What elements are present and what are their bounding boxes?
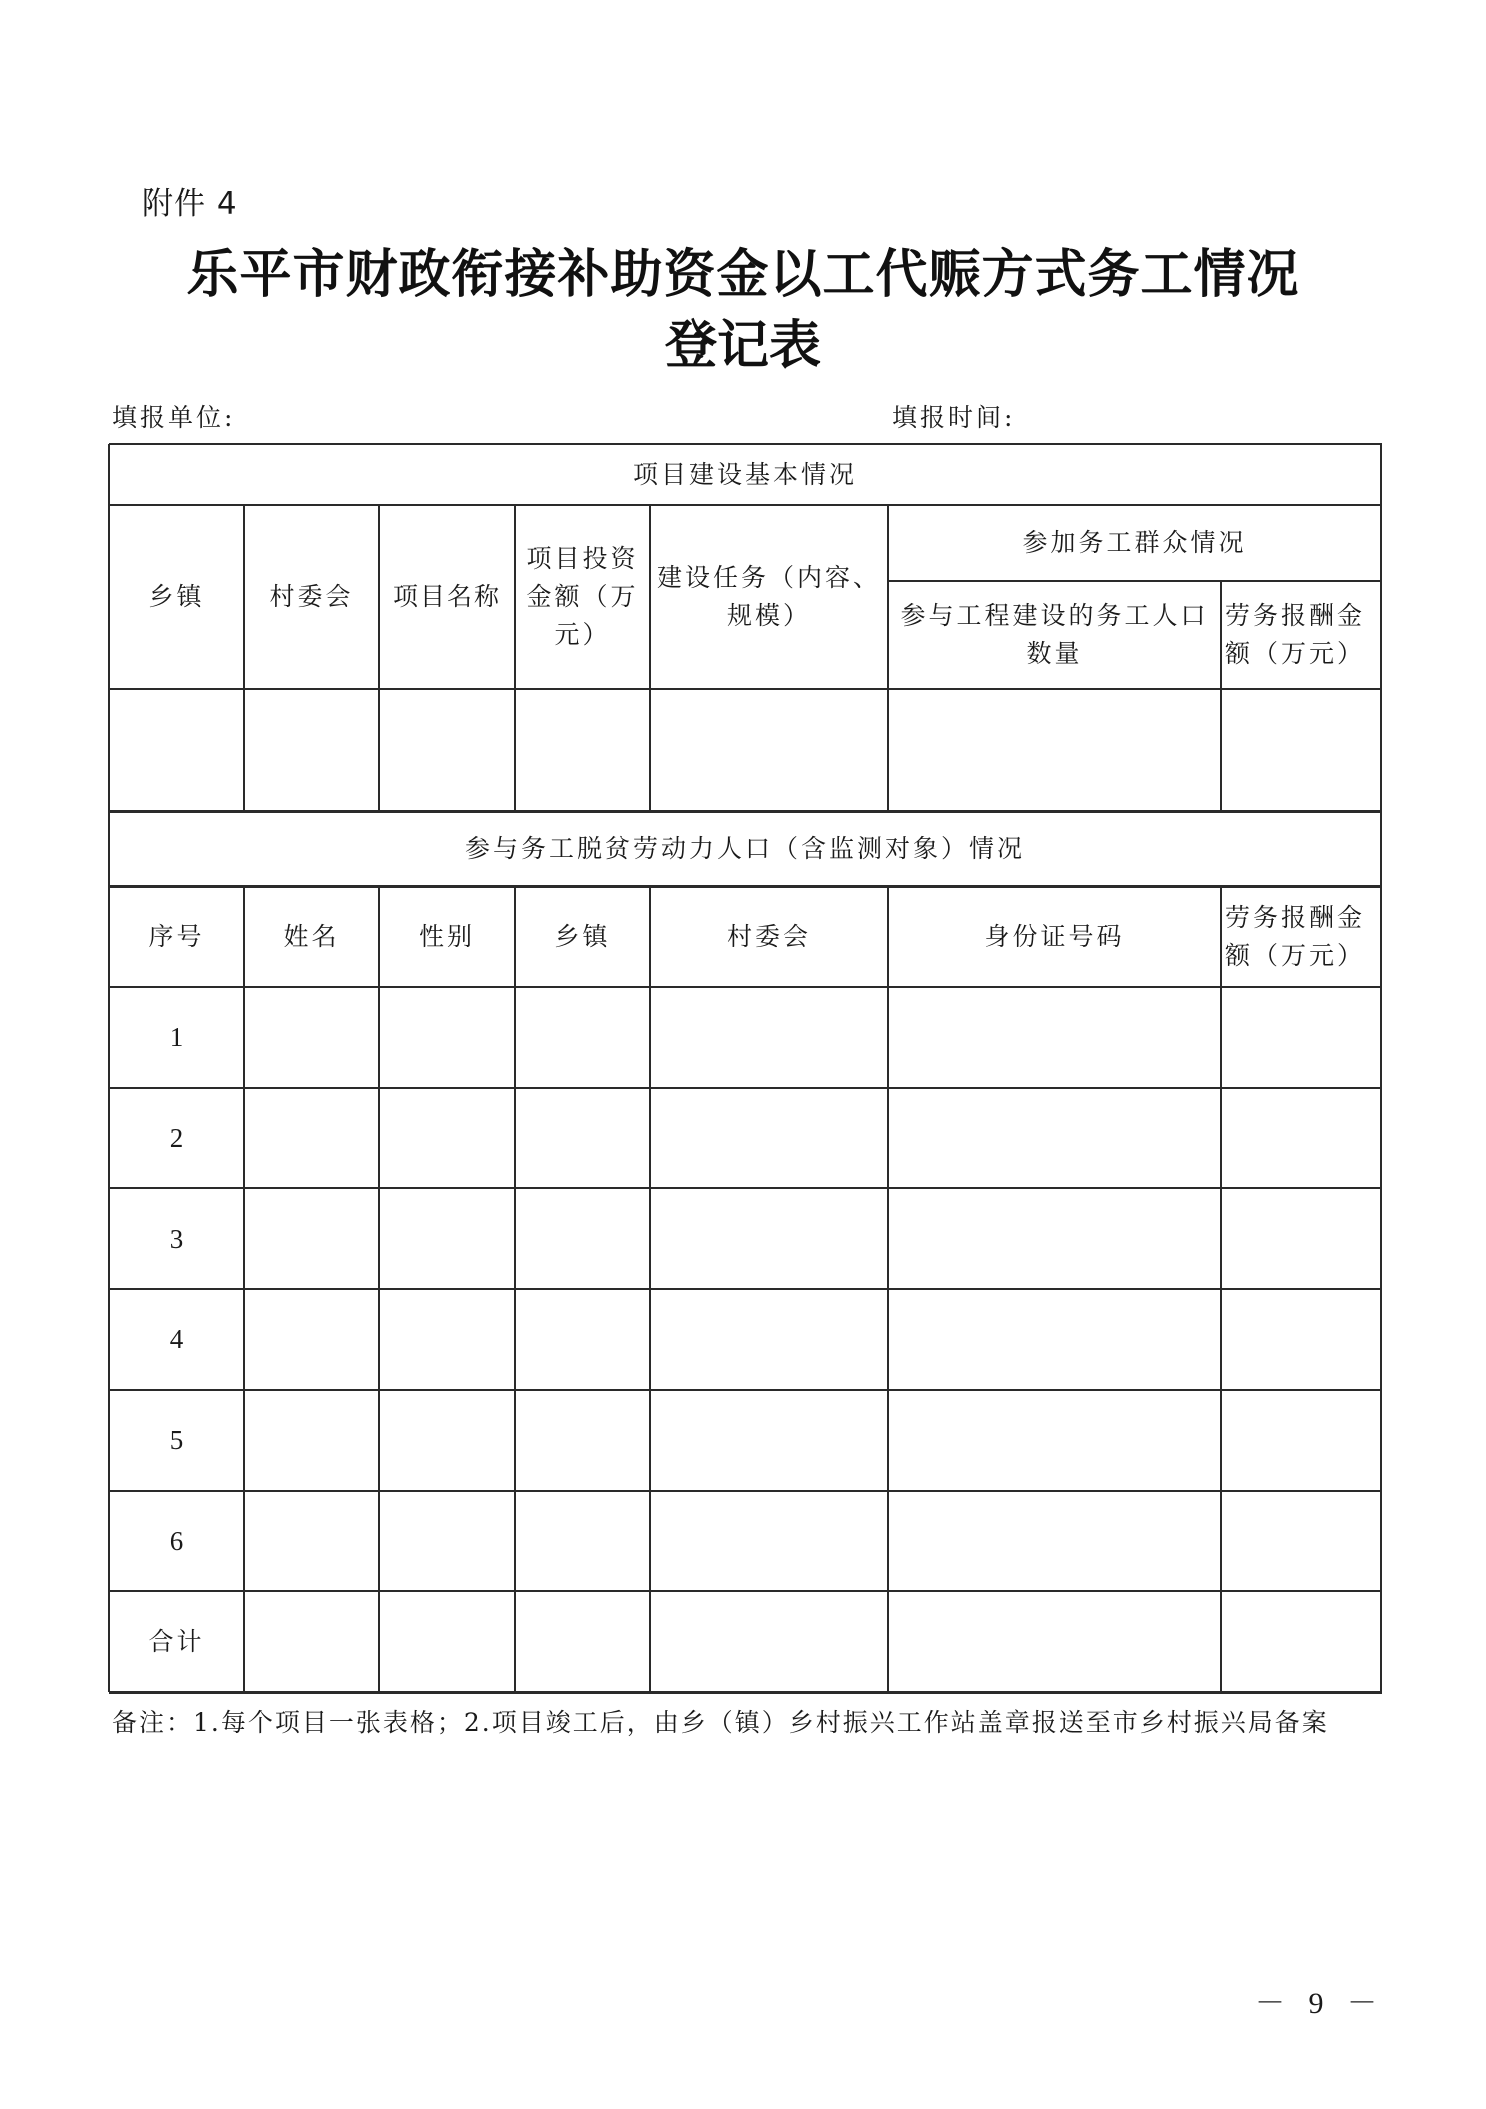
col-index: 序号 [148, 921, 205, 951]
cell-gender[interactable] [379, 1591, 515, 1692]
row-index: 2 [169, 1123, 184, 1154]
input-project-name[interactable] [379, 689, 515, 811]
fill-unit-label: 填报单位: [112, 403, 236, 432]
grid-line [1220, 581, 1222, 811]
fill-time-label: 填报时间: [892, 403, 1016, 432]
grid-line [649, 886, 651, 1692]
cell-labor-pay[interactable] [1221, 1390, 1381, 1491]
section2-heading: 参与务工脱贫劳动力人口（含监测对象）情况 [464, 833, 1025, 863]
cell-gender[interactable] [379, 1491, 515, 1592]
row-index: 5 [169, 1425, 184, 1456]
row-index: 3 [169, 1223, 184, 1254]
cell-township[interactable] [515, 1390, 650, 1491]
cell-township[interactable] [515, 1188, 650, 1289]
col-project-name: 项目名称 [392, 582, 501, 611]
grid-line [109, 443, 1382, 445]
col-worker-count: 参与工程建设的务工人口数量 [900, 601, 1209, 668]
cell-labor-pay[interactable] [1221, 1289, 1381, 1390]
cell-village-committee[interactable] [650, 1491, 888, 1592]
grid-line [108, 444, 110, 1692]
attachment-label: 附件 4 [142, 186, 238, 222]
grid-line [243, 886, 245, 1692]
cell-gender[interactable] [379, 1088, 515, 1189]
cell-labor-pay[interactable] [1221, 1188, 1381, 1289]
grid-line [887, 505, 889, 811]
grid-line [514, 505, 516, 811]
cell-village-committee[interactable] [650, 1088, 888, 1189]
cell-name[interactable] [244, 1491, 379, 1592]
grid-line [109, 986, 1381, 988]
page-title-line2: 登记表 [664, 315, 821, 376]
cell-id-number[interactable] [888, 1289, 1221, 1390]
col-construction-task: 建设任务（内容、规模） [656, 563, 881, 630]
cell-id-number[interactable] [888, 1591, 1221, 1692]
col-village-committee-2: 村委会 [726, 921, 811, 951]
cell-township[interactable] [515, 1491, 650, 1592]
section1-heading: 项目建设基本情况 [632, 459, 857, 489]
grid-line [1380, 444, 1382, 1692]
cell-name[interactable] [244, 1390, 379, 1491]
col-name: 姓名 [283, 921, 340, 951]
grid-line [243, 505, 245, 811]
cell-name[interactable] [244, 1591, 379, 1692]
cell-township[interactable] [515, 1591, 650, 1692]
cell-name[interactable] [244, 1188, 379, 1289]
cell-gender[interactable] [379, 1289, 515, 1390]
row-index: 6 [169, 1525, 184, 1556]
col-township: 乡镇 [148, 582, 205, 611]
cell-labor-pay[interactable] [1221, 1491, 1381, 1592]
cell-gender[interactable] [379, 1390, 515, 1491]
input-investment[interactable] [515, 689, 650, 811]
footnote: 备注：1.每个项目一张表格；2.项目竣工后，由乡（镇）乡村振兴工作站盖章报送至市乡村振兴局备案 [112, 1708, 1329, 1737]
cell-township[interactable] [515, 1088, 650, 1189]
cell-id-number[interactable] [888, 1088, 1221, 1189]
grid-line [1220, 886, 1222, 1692]
col-investment: 项目投资金额（万元） [526, 544, 639, 649]
cell-name[interactable] [244, 1289, 379, 1390]
col-gender: 性别 [418, 921, 475, 951]
input-construction-task[interactable] [650, 689, 888, 811]
input-township[interactable] [109, 689, 244, 811]
cell-labor-pay[interactable] [1221, 1088, 1381, 1189]
cell-id-number[interactable] [888, 1390, 1221, 1491]
col-township-2: 乡镇 [554, 921, 611, 951]
cell-id-number[interactable] [888, 1491, 1221, 1592]
col-village-committee: 村委会 [269, 582, 354, 611]
grid-line [109, 1590, 1381, 1592]
row-index: 合计 [148, 1626, 205, 1656]
input-labor-pay[interactable] [1221, 689, 1381, 811]
cell-village-committee[interactable] [650, 1591, 888, 1692]
grid-line [109, 1187, 1381, 1189]
cell-labor-pay[interactable] [1221, 987, 1381, 1088]
grid-line [378, 505, 380, 811]
col-participants-group: 参加务工群众情况 [1022, 528, 1247, 557]
cell-village-committee[interactable] [650, 1289, 888, 1390]
page-number: － 9 － [1255, 1987, 1385, 2020]
grid-line [109, 1389, 1381, 1391]
col-labor-pay: 劳务报酬金额（万元） [1225, 601, 1366, 668]
grid-line [888, 580, 1381, 582]
cell-id-number[interactable] [888, 987, 1221, 1088]
cell-township[interactable] [515, 1289, 650, 1390]
cell-village-committee[interactable] [650, 1188, 888, 1289]
input-village-committee[interactable] [244, 689, 379, 811]
grid-line [109, 1087, 1381, 1089]
input-worker-count[interactable] [888, 689, 1221, 811]
grid-line [109, 885, 1381, 888]
col-id-number: 身份证号码 [984, 921, 1125, 951]
grid-line [109, 504, 1381, 506]
grid-line [649, 505, 651, 811]
grid-line [109, 1691, 1382, 1694]
cell-village-committee[interactable] [650, 987, 888, 1088]
cell-gender[interactable] [379, 987, 515, 1088]
cell-name[interactable] [244, 1088, 379, 1189]
page-title: 乐平市财政衔接补助资金以工代赈方式务工情况 [186, 244, 1300, 305]
row-index: 4 [169, 1324, 184, 1355]
cell-labor-pay[interactable] [1221, 1591, 1381, 1692]
cell-township[interactable] [515, 987, 650, 1088]
grid-line [109, 688, 1381, 690]
cell-name[interactable] [244, 987, 379, 1088]
grid-line [887, 886, 889, 1692]
grid-line [109, 810, 1381, 813]
grid-line [109, 1288, 1381, 1290]
row-index: 1 [169, 1022, 184, 1053]
col-labor-pay-2: 劳务报酬金额（万元） [1225, 902, 1366, 970]
cell-village-committee[interactable] [650, 1390, 888, 1491]
cell-gender[interactable] [379, 1188, 515, 1289]
grid-line [378, 886, 380, 1692]
grid-line [109, 1490, 1381, 1492]
cell-id-number[interactable] [888, 1188, 1221, 1289]
grid-line [514, 886, 516, 1692]
